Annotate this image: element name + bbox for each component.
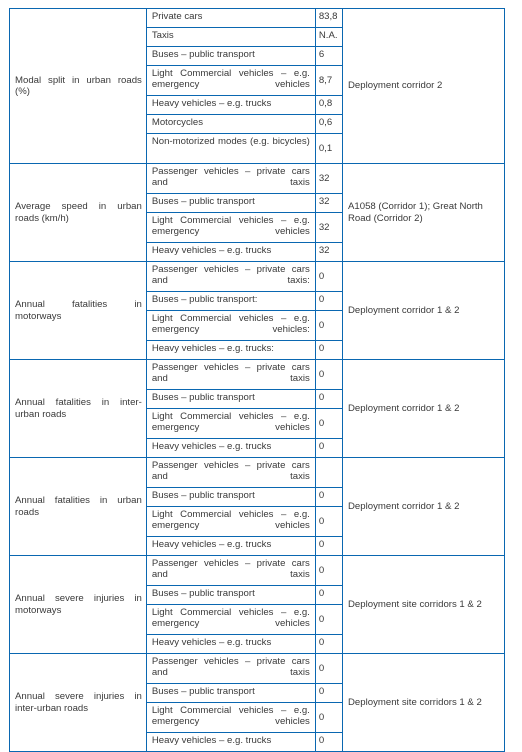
value-cell: 0: [315, 605, 342, 635]
vehicle-category-cell: Buses – public transport: [146, 194, 315, 213]
vehicle-category-cell: Light Commercial vehicles – e.g. emergency vehicles: [146, 213, 315, 243]
value-cell: [315, 458, 342, 488]
vehicle-category-cell: Non-motorized modes (e.g. bicycles): [146, 134, 315, 164]
vehicle-category-cell: Heavy vehicles – e.g. trucks: [146, 439, 315, 458]
value-cell: 0: [315, 341, 342, 360]
vehicle-category-cell: Passenger vehicles – private cars and taxis: [146, 360, 315, 390]
value-cell: 8,7: [315, 66, 342, 96]
value-cell: 32: [315, 194, 342, 213]
table-row: [10, 164, 505, 194]
table-row: [10, 556, 505, 586]
value-cell: 0: [315, 556, 342, 586]
indicator-cell: Annual fatalities in inter-urban roads: [10, 360, 147, 458]
vehicle-category-cell: Taxis: [146, 28, 315, 47]
value-cell: 0: [315, 507, 342, 537]
value-cell: 0,6: [315, 115, 342, 134]
location-cell: Deployment corridor 1 & 2: [343, 262, 505, 360]
vehicle-category-cell: Heavy vehicles – e.g. trucks: [146, 635, 315, 654]
value-cell: 0,8: [315, 96, 342, 115]
indicator-cell: Annual severe injuries in inter-urban roads: [10, 654, 147, 752]
indicator-cell: Annual fatalities in motorways: [10, 262, 147, 360]
value-cell: 0: [315, 262, 342, 292]
vehicle-category-cell: Heavy vehicles – e.g. trucks: [146, 733, 315, 752]
vehicle-category-cell: Buses – public transport: [146, 47, 315, 66]
value-cell: 0: [315, 703, 342, 733]
vehicle-category-cell: Heavy vehicles – e.g. trucks:: [146, 341, 315, 360]
vehicle-category-cell: Passenger vehicles – private cars and taxis: [146, 654, 315, 684]
vehicle-category-cell: Buses – public transport: [146, 684, 315, 703]
vehicle-category-cell: Heavy vehicles – e.g. trucks: [146, 243, 315, 262]
vehicle-category-cell: Heavy vehicles – e.g. trucks: [146, 537, 315, 556]
vehicle-category-cell: Light Commercial vehicles – e.g. emergency vehicles: [146, 409, 315, 439]
vehicle-category-cell: Buses – public transport: [146, 586, 315, 605]
value-cell: 0: [315, 311, 342, 341]
value-cell: 32: [315, 213, 342, 243]
vehicle-category-cell: Buses – public transport: [146, 390, 315, 409]
location-cell: Deployment site corridors 1 & 2: [343, 556, 505, 654]
value-cell: 0: [315, 733, 342, 752]
value-cell: 0: [315, 409, 342, 439]
table-row: [10, 262, 505, 292]
vehicle-category-cell: Heavy vehicles – e.g. trucks: [146, 96, 315, 115]
value-cell: 0: [315, 292, 342, 311]
location-cell: A1058 (Corridor 1); Great North Road (Corridor 2): [343, 164, 505, 262]
table-row: [10, 654, 505, 684]
vehicle-category-cell: Buses – public transport: [146, 488, 315, 507]
table-row: [10, 458, 505, 488]
indicator-cell: Average speed in urban roads (km/h): [10, 164, 147, 262]
value-cell: 0: [315, 439, 342, 458]
value-cell: 0: [315, 635, 342, 654]
value-cell: 0: [315, 390, 342, 409]
vehicle-category-cell: Light Commercial vehicles – e.g. emergency vehicles:: [146, 311, 315, 341]
indicator-cell: Annual severe injuries in motorways: [10, 556, 147, 654]
table-row: [10, 9, 505, 28]
value-cell: 32: [315, 164, 342, 194]
vehicle-category-cell: Light Commercial vehicles – e.g. emergency vehicles: [146, 605, 315, 635]
vehicle-category-cell: Buses – public transport:: [146, 292, 315, 311]
value-cell: 0: [315, 586, 342, 605]
vehicle-category-cell: Passenger vehicles – private cars and taxis: [146, 458, 315, 488]
table-row: [10, 360, 505, 390]
value-cell: 0: [315, 488, 342, 507]
location-cell: Deployment site corridors 1 & 2: [343, 654, 505, 752]
vehicle-category-cell: Private cars: [146, 9, 315, 28]
vehicle-category-cell: Passenger vehicles – private cars and taxis: [146, 556, 315, 586]
value-cell: 83,8: [315, 9, 342, 28]
vehicle-category-cell: Light Commercial vehicles – e.g. emergency vehicles: [146, 703, 315, 733]
value-cell: 0: [315, 684, 342, 703]
value-cell: 0: [315, 537, 342, 556]
value-cell: 0,1: [315, 134, 342, 164]
indicator-cell: Modal split in urban roads (%): [10, 9, 147, 164]
table-body: [10, 9, 505, 752]
vehicle-category-cell: Passenger vehicles – private cars and taxis:: [146, 262, 315, 292]
value-cell: 6: [315, 47, 342, 66]
value-cell: 0: [315, 360, 342, 390]
value-cell: 32: [315, 243, 342, 262]
indicator-cell: Annual fatalities in urban roads: [10, 458, 147, 556]
vehicle-category-cell: Light Commercial vehicles – e.g. emergency vehicles: [146, 66, 315, 96]
vehicle-category-cell: Passenger vehicles – private cars and taxis: [146, 164, 315, 194]
value-cell: N.A.: [315, 28, 342, 47]
location-cell: Deployment corridor 1 & 2: [343, 458, 505, 556]
data-table: [9, 8, 505, 752]
location-cell: Deployment corridor 2: [343, 9, 505, 164]
vehicle-category-cell: Light Commercial vehicles – e.g. emergency vehicles: [146, 507, 315, 537]
vehicle-category-cell: Motorcycles: [146, 115, 315, 134]
value-cell: 0: [315, 654, 342, 684]
location-cell: Deployment corridor 1 & 2: [343, 360, 505, 458]
